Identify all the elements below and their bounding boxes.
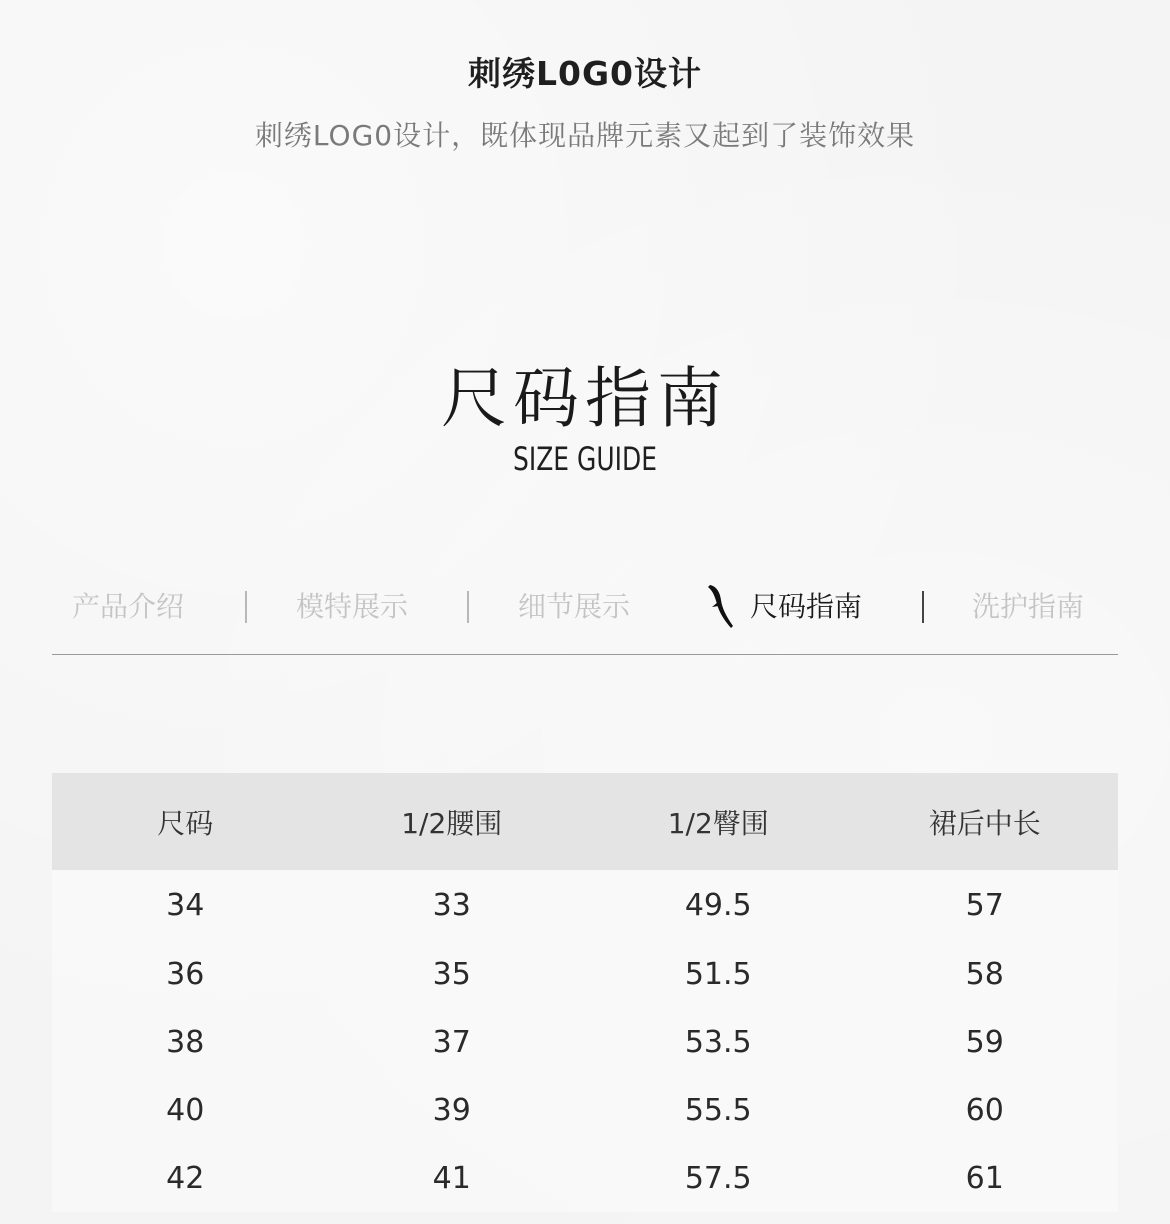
- table-row: [52, 940, 1118, 1008]
- embroidery-logo-title: 刺绣L0G0设计: [467, 54, 703, 93]
- tab-separator: [467, 591, 469, 623]
- table-row: [52, 870, 1118, 940]
- section-tabs: [52, 580, 1118, 634]
- cell-half-hip: 57.5: [585, 1144, 852, 1212]
- cell-half-waist: 37: [319, 1008, 586, 1076]
- header-back-length: 裙后中长: [852, 773, 1119, 870]
- table-row: [52, 1076, 1118, 1144]
- embroidery-logo-description: 刺绣LOG0设计，既体现品牌元素又起到了装饰效果: [254, 119, 916, 152]
- header-half-hip: 1/2臀围: [585, 773, 852, 870]
- cell-half-waist: 35: [319, 940, 586, 1008]
- table-row: [52, 1144, 1118, 1212]
- size-table: [52, 773, 1118, 1212]
- cell-half-waist: 33: [319, 870, 586, 940]
- cell-half-hip: 51.5: [585, 940, 852, 1008]
- table-row: [52, 1008, 1118, 1076]
- cell-size: 36: [52, 940, 319, 1008]
- cell-back-length: 57: [852, 870, 1119, 940]
- table-header-row: [52, 773, 1118, 870]
- tab-separator: [245, 591, 247, 623]
- cell-size: 40: [52, 1076, 319, 1144]
- tab-detail-showcase[interactable]: 细节展示: [518, 590, 631, 623]
- cell-half-hip: 53.5: [585, 1008, 852, 1076]
- cell-back-length: 59: [852, 1008, 1119, 1076]
- cell-size: 38: [52, 1008, 319, 1076]
- cell-half-waist: 41: [319, 1144, 586, 1212]
- cell-back-length: 58: [852, 940, 1119, 1008]
- tab-model-showcase[interactable]: 模特展示: [296, 590, 409, 623]
- tab-separator: [922, 591, 924, 623]
- header-half-waist: 1/2腰围: [319, 773, 586, 870]
- tabs-divider: [52, 654, 1118, 655]
- header-size: 尺码: [52, 773, 319, 870]
- size-guide-title: 尺码指南: [441, 360, 729, 437]
- cell-half-hip: 49.5: [585, 870, 852, 940]
- cell-back-length: 60: [852, 1076, 1119, 1144]
- cell-size: 34: [52, 870, 319, 940]
- size-guide-subtitle: SIZE GUIDE: [513, 440, 657, 478]
- tab-size-guide[interactable]: 尺码指南: [750, 590, 863, 623]
- cell-back-length: 61: [852, 1144, 1119, 1212]
- feather-icon: [706, 582, 736, 632]
- cell-half-hip: 55.5: [585, 1076, 852, 1144]
- tab-care-guide[interactable]: 洗护指南: [972, 590, 1085, 623]
- cell-size: 42: [52, 1144, 319, 1212]
- cell-half-waist: 39: [319, 1076, 586, 1144]
- tab-product-intro[interactable]: 产品介绍: [72, 590, 185, 623]
